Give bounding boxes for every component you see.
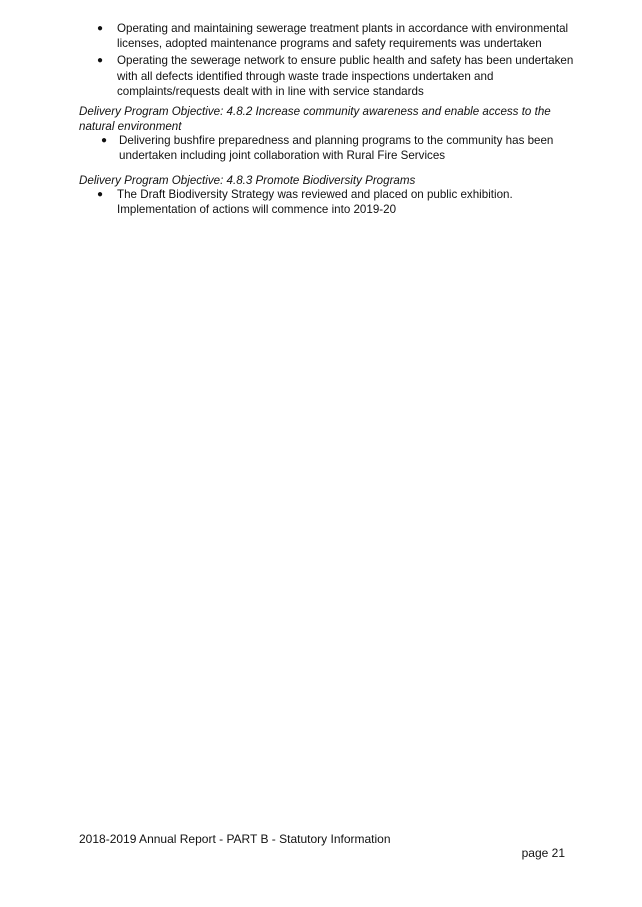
list-item (97, 21, 577, 51)
bullet-icon: ● (97, 23, 104, 34)
list-item-text: Operating and maintaining sewerage treatment plants in accordance with environmental licenses, adopted maintenance programs and safety requirements was undertaken (117, 22, 569, 51)
bushfire-bullet-list (101, 133, 579, 163)
list-item (97, 53, 577, 99)
footer-report-title: 2018-2019 Annual Report - PART B - Statutory Information (79, 832, 391, 846)
biodiversity-bullet-list (97, 187, 577, 217)
bullet-icon: ● (101, 135, 108, 146)
bullet-icon: ● (97, 55, 104, 67)
list-item (97, 187, 577, 217)
list-item-text: Delivering bushfire preparedness and planning programs to the community has been undertaken including joint collaboration with Rural Fire Services (119, 134, 554, 163)
bullet-icon: ● (97, 189, 104, 200)
sewerage-bullet-list (97, 21, 577, 99)
page-number: page 21 (521, 846, 565, 860)
objective-heading-4-8-2: Delivery Program Objective: 4.8.2 Increase community awareness and enable access to the natural environment (79, 105, 551, 134)
list-item (101, 133, 579, 163)
objective-heading-4-8-3: Delivery Program Objective: 4.8.3 Promote Biodiversity Programs (79, 174, 416, 187)
list-item-text: The Draft Biodiversity Strategy was reviewed and placed on public exhibition. Implementation of actions will commence into 2019-20 (117, 188, 513, 217)
list-item-text: Operating the sewerage network to ensure public health and safety has been undertaken with all defects identified through waste trade inspections undertaken and complaints/requests dealt with in line with service standards (117, 54, 574, 98)
